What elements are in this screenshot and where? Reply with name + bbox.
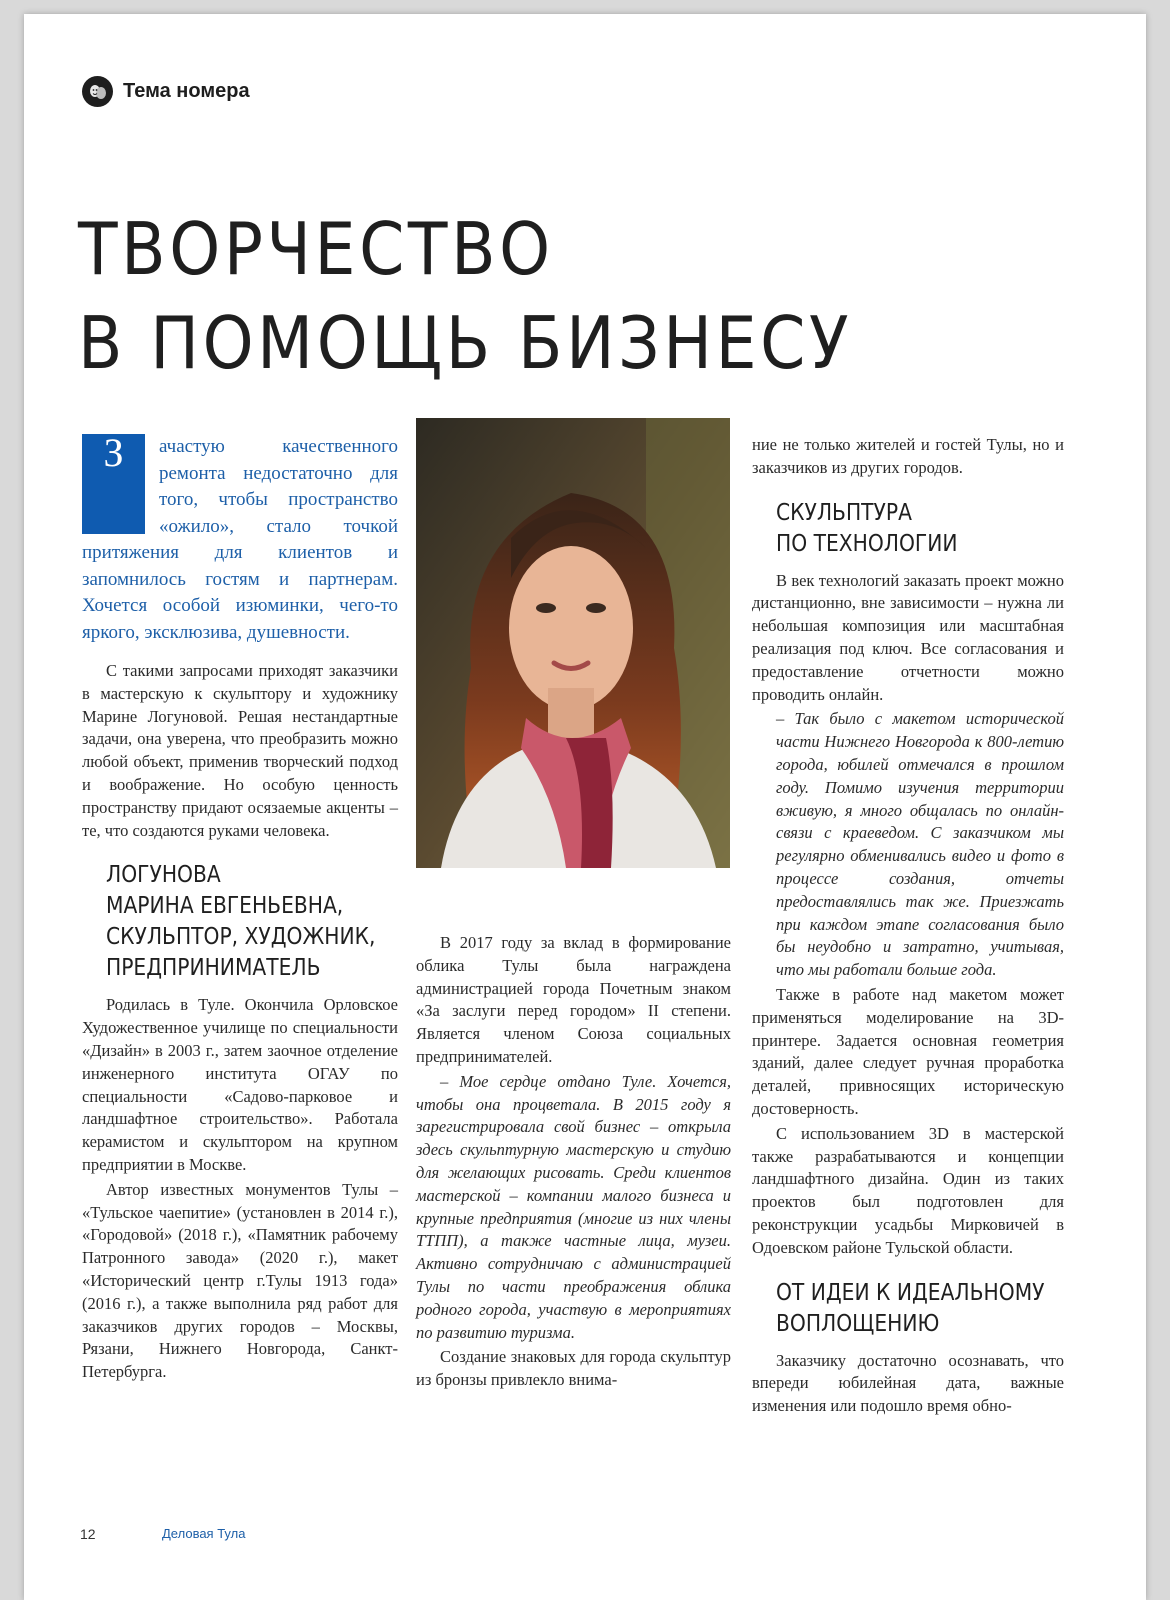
lead-paragraph <box>82 430 398 646</box>
magazine-page <box>24 14 1146 1600</box>
title-line-2: В ПОМОЩЬ БИЗНЕСУ <box>78 301 853 385</box>
technology-heading <box>776 498 1029 560</box>
bio-heading-line: ЛОГУНОВА <box>106 862 221 889</box>
rubric-label: Тема номера <box>123 80 250 102</box>
drop-cap: З <box>82 434 145 534</box>
bio-paragraph: Родилась в Туле. Окончила Орловское Художественное училище по специальности «Дизайн» в 2003 г., затем заочное отделение инженерного института ОГАУ по специальности «Садово-парковое и ландшафтное строительство». Работала керамистом и скульптором на крупном предприятии в Москве. <box>82 995 398 1174</box>
bio-heading-line: МАРИНА ЕВГЕНЬЕВНА, <box>106 893 344 920</box>
column-3 <box>752 434 1064 1418</box>
article-title <box>78 202 852 390</box>
technology-paragraph: В век технологий заказать проект можно дистанционно, вне зависимости – нужна ли небольшая композиция или масштабная реализация под ключ. Все согласования и предоставление отчетности можно проводить онлайн. <box>752 570 1064 704</box>
magazine-name: Деловая Тула <box>162 1526 246 1541</box>
section-rubric <box>82 76 250 107</box>
portrait-photo <box>416 418 730 868</box>
idea-heading-line: ВОПЛОЩЕНИЮ <box>776 1310 940 1337</box>
continued-paragraph: ние не только жителей и гостей Тулы, но и заказчиков из других городов. <box>752 435 1064 477</box>
customer-paragraph: Заказчику достаточно осознавать, что впереди юбилейная дата, важные изменения или подошло время обно- <box>752 1350 1064 1416</box>
lead-text: ачастую качественного ремонта недостаточно для того, чтобы пространство «ожило», стало точкой притяжения для клиентов и запомнилось гостям и партнерам. Хочется особой изюминки, чего-то яркого, эксклюзива, душевности. <box>82 436 398 643</box>
bio-heading-line: ПРЕДПРИНИМАТЕЛЬ <box>106 955 321 982</box>
printing-paragraph: Также в работе над макетом может применяться моделирование на 3D-принтере. Задается основная геометрия зданий, далее следует ручная проработка деталей, привносящих историческую достоверность. <box>752 984 1064 1118</box>
masks-icon <box>82 76 113 107</box>
quote-paragraph: – Мое сердце отдано Туле. Хочется, чтобы она процветала. В 2015 году я зарегистрировала свой бизнес – открыла здесь скульптурную мастерскую и студию для желающих рисовать. Среди клиентов мастерской – компании малого бизнеса и крупные предприятия (многие из них члены ТТПП), а также частные лица, музеи. Активно сотрудничаю с администрацией Тулы по части преображения облика родного города, участвую в мероприятиях по развитию туризма. <box>416 1071 731 1342</box>
bio-heading-line: СКУЛЬПТОР, ХУДОЖНИК, <box>106 924 376 951</box>
technology-heading-line: СКУЛЬПТУРА <box>776 499 912 526</box>
bio-heading <box>106 860 376 984</box>
idea-heading-line: ОТ ИДЕИ К ИДЕАЛЬНОМУ <box>776 1279 1045 1306</box>
bronze-paragraph: Создание знаковых для города скульптур из бронзы привлекло внима- <box>416 1347 731 1390</box>
award-paragraph: В 2017 году за вклад в формирование облика Тулы была награждена администрацией города Почетным знаком «За заслуги перед городом» II степени. Является членом Союза социальных предпринимателей. <box>416 933 731 1066</box>
intro-paragraph: С такими запросами приходят заказчики в мастерскую к скульптору и художнику Марине Логуновой. Решая нестандартные задачи, она уверена, что преобразить можно любой объект, применив творческий подход и воображение. Но особую ценность пространству придают осязаемые акценты – те, что создаются руками человека. <box>82 661 398 840</box>
column-1 <box>82 430 398 1384</box>
landscape-paragraph: С использованием 3D в мастерской также разрабатываются и концепции ландшафтного дизайна. Один из таких проектов был подготовлен для реконструкции усадьбы Мирковичей в Одоевском районе Тульской области. <box>752 1123 1064 1257</box>
idea-heading <box>776 1278 1045 1340</box>
title-line-1: ТВОРЧЕСТВО <box>78 207 554 291</box>
column-2 <box>416 932 731 1392</box>
technology-heading-line: ПО ТЕХНОЛОГИИ <box>776 530 958 557</box>
works-paragraph: Автор известных монументов Тулы – «Тульское чаепитие» (установлен в 2014 г.), «Городовой» (2018 г.), «Памятник рабочему Патронного завода» (2020 г.), макет «Исторический центр г.Тулы 1913 года» (2016 г.), а также выполнила ряд работ для заказчиков других городов – Москвы, Рязани, Нижнего Новгорода, Санкт-Петербурга. <box>82 1179 398 1382</box>
page-number: 12 <box>80 1526 96 1542</box>
novgorod-quote: – Так было с макетом исторической части Нижнего Новгорода к 800-летию города, юбилей отмечался в прошлом году. Помимо изучения территории вживую, я много общалась по онлайн-связи с краеведом. С заказчиком мы регулярно обменивались видео и фото в процессе создания, отчеты предоставлялись так же. Приезжать при каждом этапе согласования было бы неудобно и затратно, учитывая, что мы работали больше года. <box>776 709 1064 980</box>
